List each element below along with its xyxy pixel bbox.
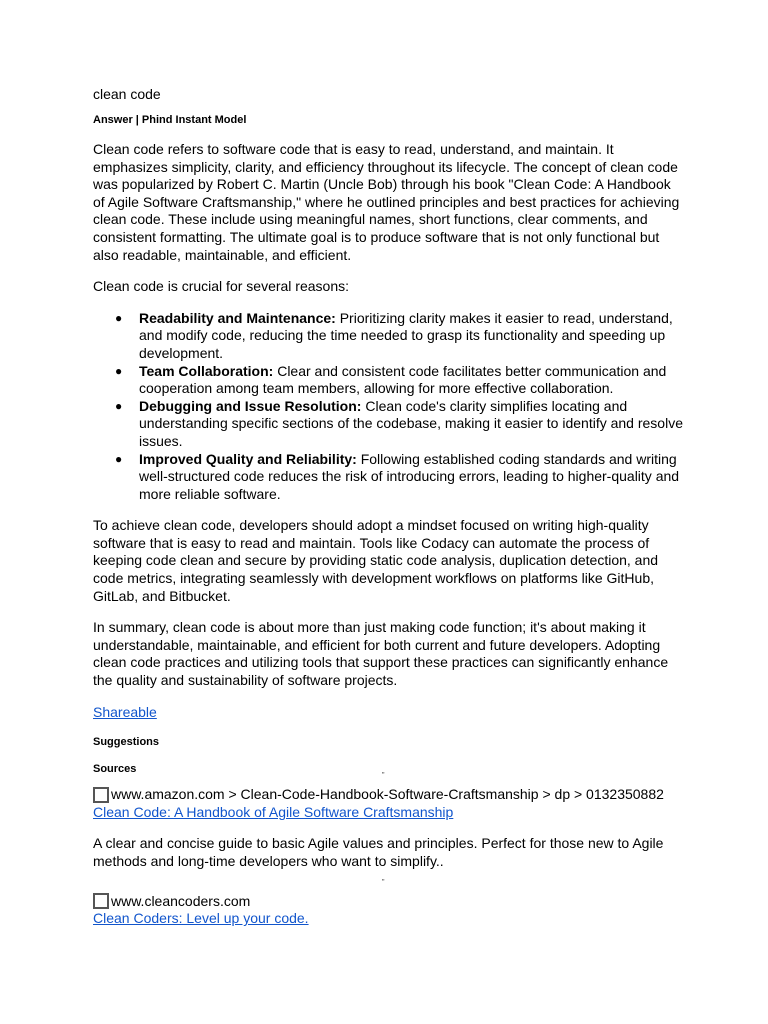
reason-title: Readability and Maintenance: (139, 309, 336, 326)
reasons-lead: Clean code is crucial for several reasons: (93, 278, 350, 295)
list-item (93, 363, 683, 398)
source-breadcrumb: www.amazon.com > Clean-Code-Handbook-Software-Craftsmanship > dp > 0132350882 (111, 786, 664, 803)
list-item (93, 310, 683, 363)
shareable-link[interactable]: Shareable (93, 703, 157, 720)
source-item (93, 772, 683, 821)
source-description: A clear and concise guide to basic Agile values and principles. Perfect for those new to Agile methods and long-time developers who want to simplify.. (93, 835, 664, 869)
quote-mark: " (382, 878, 385, 886)
reason-title: Debugging and Issue Resolution: (139, 397, 362, 414)
checkbox-icon[interactable] (93, 787, 109, 803)
reason-text: Prioritizing clarity makes it easier to read, understand, and modify code, reducing the time needed to grasp its functionality and speeding up development. (139, 309, 673, 361)
bullet-icon: ● (115, 363, 123, 378)
list-item (93, 451, 683, 504)
source-item (93, 878, 683, 928)
reason-text: Clean code's clarity simplifies locating and understanding specific sections of the codebase, making it easier to identify and resolve issues. (139, 397, 683, 449)
reason-title: Improved Quality and Reliability: (139, 450, 357, 467)
quote-mark: " (382, 772, 385, 780)
bullet-icon: ● (115, 398, 123, 413)
sources-heading: Sources (93, 763, 137, 776)
source-breadcrumb: www.cleancoders.com (111, 892, 251, 909)
source-breadcrumb-row (93, 893, 683, 911)
source-breadcrumb-row (93, 786, 683, 804)
query-title: clean code (93, 86, 161, 102)
achieve-paragraph: To achieve clean code, developers should adopt a mindset focused on writing high-quality software that is easy to read and maintain. Tools like Codacy can automate the process of keeping code clean and secure by providing static code analysis, duplication detection, and code metrics, integrating seamlessly with development workflows on platforms like GitHub, GitLab, and Bitbucket. (93, 517, 659, 604)
list-item (93, 398, 683, 451)
reason-text: Clear and consistent code facilitates better communication and cooperation among team members, allowing for more effective collaboration. (139, 362, 667, 397)
source-link[interactable]: Clean Code: A Handbook of Agile Software Craftsmanship (93, 803, 454, 820)
bullet-icon: ● (115, 451, 123, 466)
bullet-icon: ● (115, 310, 123, 325)
suggestions-heading: Suggestions (93, 736, 160, 749)
document-page (93, 86, 683, 942)
summary-paragraph: In summary, clean code is about more than just making code function; it's about making it understandable, maintainable, and efficient for both current and future developers. Adopting clean code practices and utilizing tools that support these practices can significantly enhance the quality and sustainability of software projects. (93, 619, 669, 689)
reason-title: Team Collaboration: (139, 362, 274, 379)
reasons-list (93, 310, 683, 504)
intro-paragraph: Clean code refers to software code that is easy to read, understand, and maintain. It emphasizes simplicity, clarity, and efficiency throughout its lifecycle. The concept of clean code was popularized by Robert C. Martin (Uncle Bob) through his book "Clean Code: A Handbook of Agile Software Craftsmanship," where he outlined principles and best practices for achieving clean code. These include using meaningful names, short functions, clear comments, and consistent formatting. The ultimate goal is to produce software that is not only functional but also readable, maintainable, and efficient. (93, 141, 680, 263)
checkbox-icon[interactable] (93, 893, 109, 909)
source-link[interactable]: Clean Coders: Level up your code. (93, 910, 309, 927)
reason-text: Following established coding standards and writing well-structured code reduces the risk of introducing errors, leading to higher-quality and more reliable software. (139, 450, 680, 502)
answer-header: Answer | Phind Instant Model (93, 114, 247, 126)
